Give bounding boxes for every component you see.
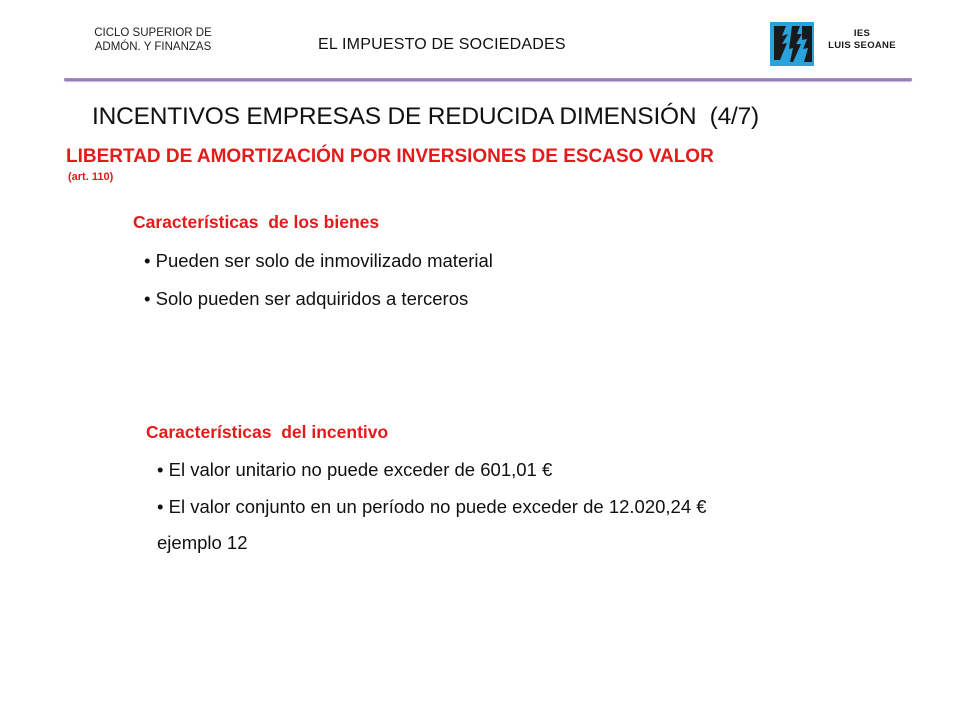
school-logo — [768, 20, 908, 70]
bienes-heading: Características de los bienes — [133, 212, 380, 232]
ies-logo-icon — [768, 20, 816, 68]
incentivo-item-1: • El valor unitario no puede exceder de 601,01 € — [157, 459, 553, 480]
section-heading: LIBERTAD DE AMORTIZACIÓN POR INVERSIONES DE ESCASO VALOR — [66, 146, 714, 167]
header-left-line2: ADMÓN. Y FINANZAS — [94, 41, 212, 53]
header-title: EL IMPUESTO DE SOCIEDADES — [318, 36, 566, 53]
section-reference: (art. 110) — [68, 171, 114, 183]
incentivo-heading: Características del incentivo — [146, 422, 389, 442]
header-left-line1: CICLO SUPERIOR DE — [94, 27, 212, 39]
incentivo-item-2: • El valor conjunto en un período no puede exceder de 12.020,24 € — [157, 496, 707, 517]
example-reference: ejemplo 12 — [157, 532, 248, 553]
slide-title: INCENTIVOS EMPRESAS DE REDUCIDA DIMENSIÓN (4/7) — [92, 103, 759, 130]
bienes-item-2: • Solo pueden ser adquiridos a terceros — [144, 288, 469, 309]
logo-text — [816, 28, 908, 52]
logo-text-line1: IES — [853, 28, 871, 39]
header-left-text — [78, 26, 228, 54]
logo-text-line2: LUIS SEOANE — [828, 40, 896, 51]
header-divider — [64, 78, 912, 81]
bienes-item-1: • Pueden ser solo de inmovilizado material — [144, 250, 493, 271]
